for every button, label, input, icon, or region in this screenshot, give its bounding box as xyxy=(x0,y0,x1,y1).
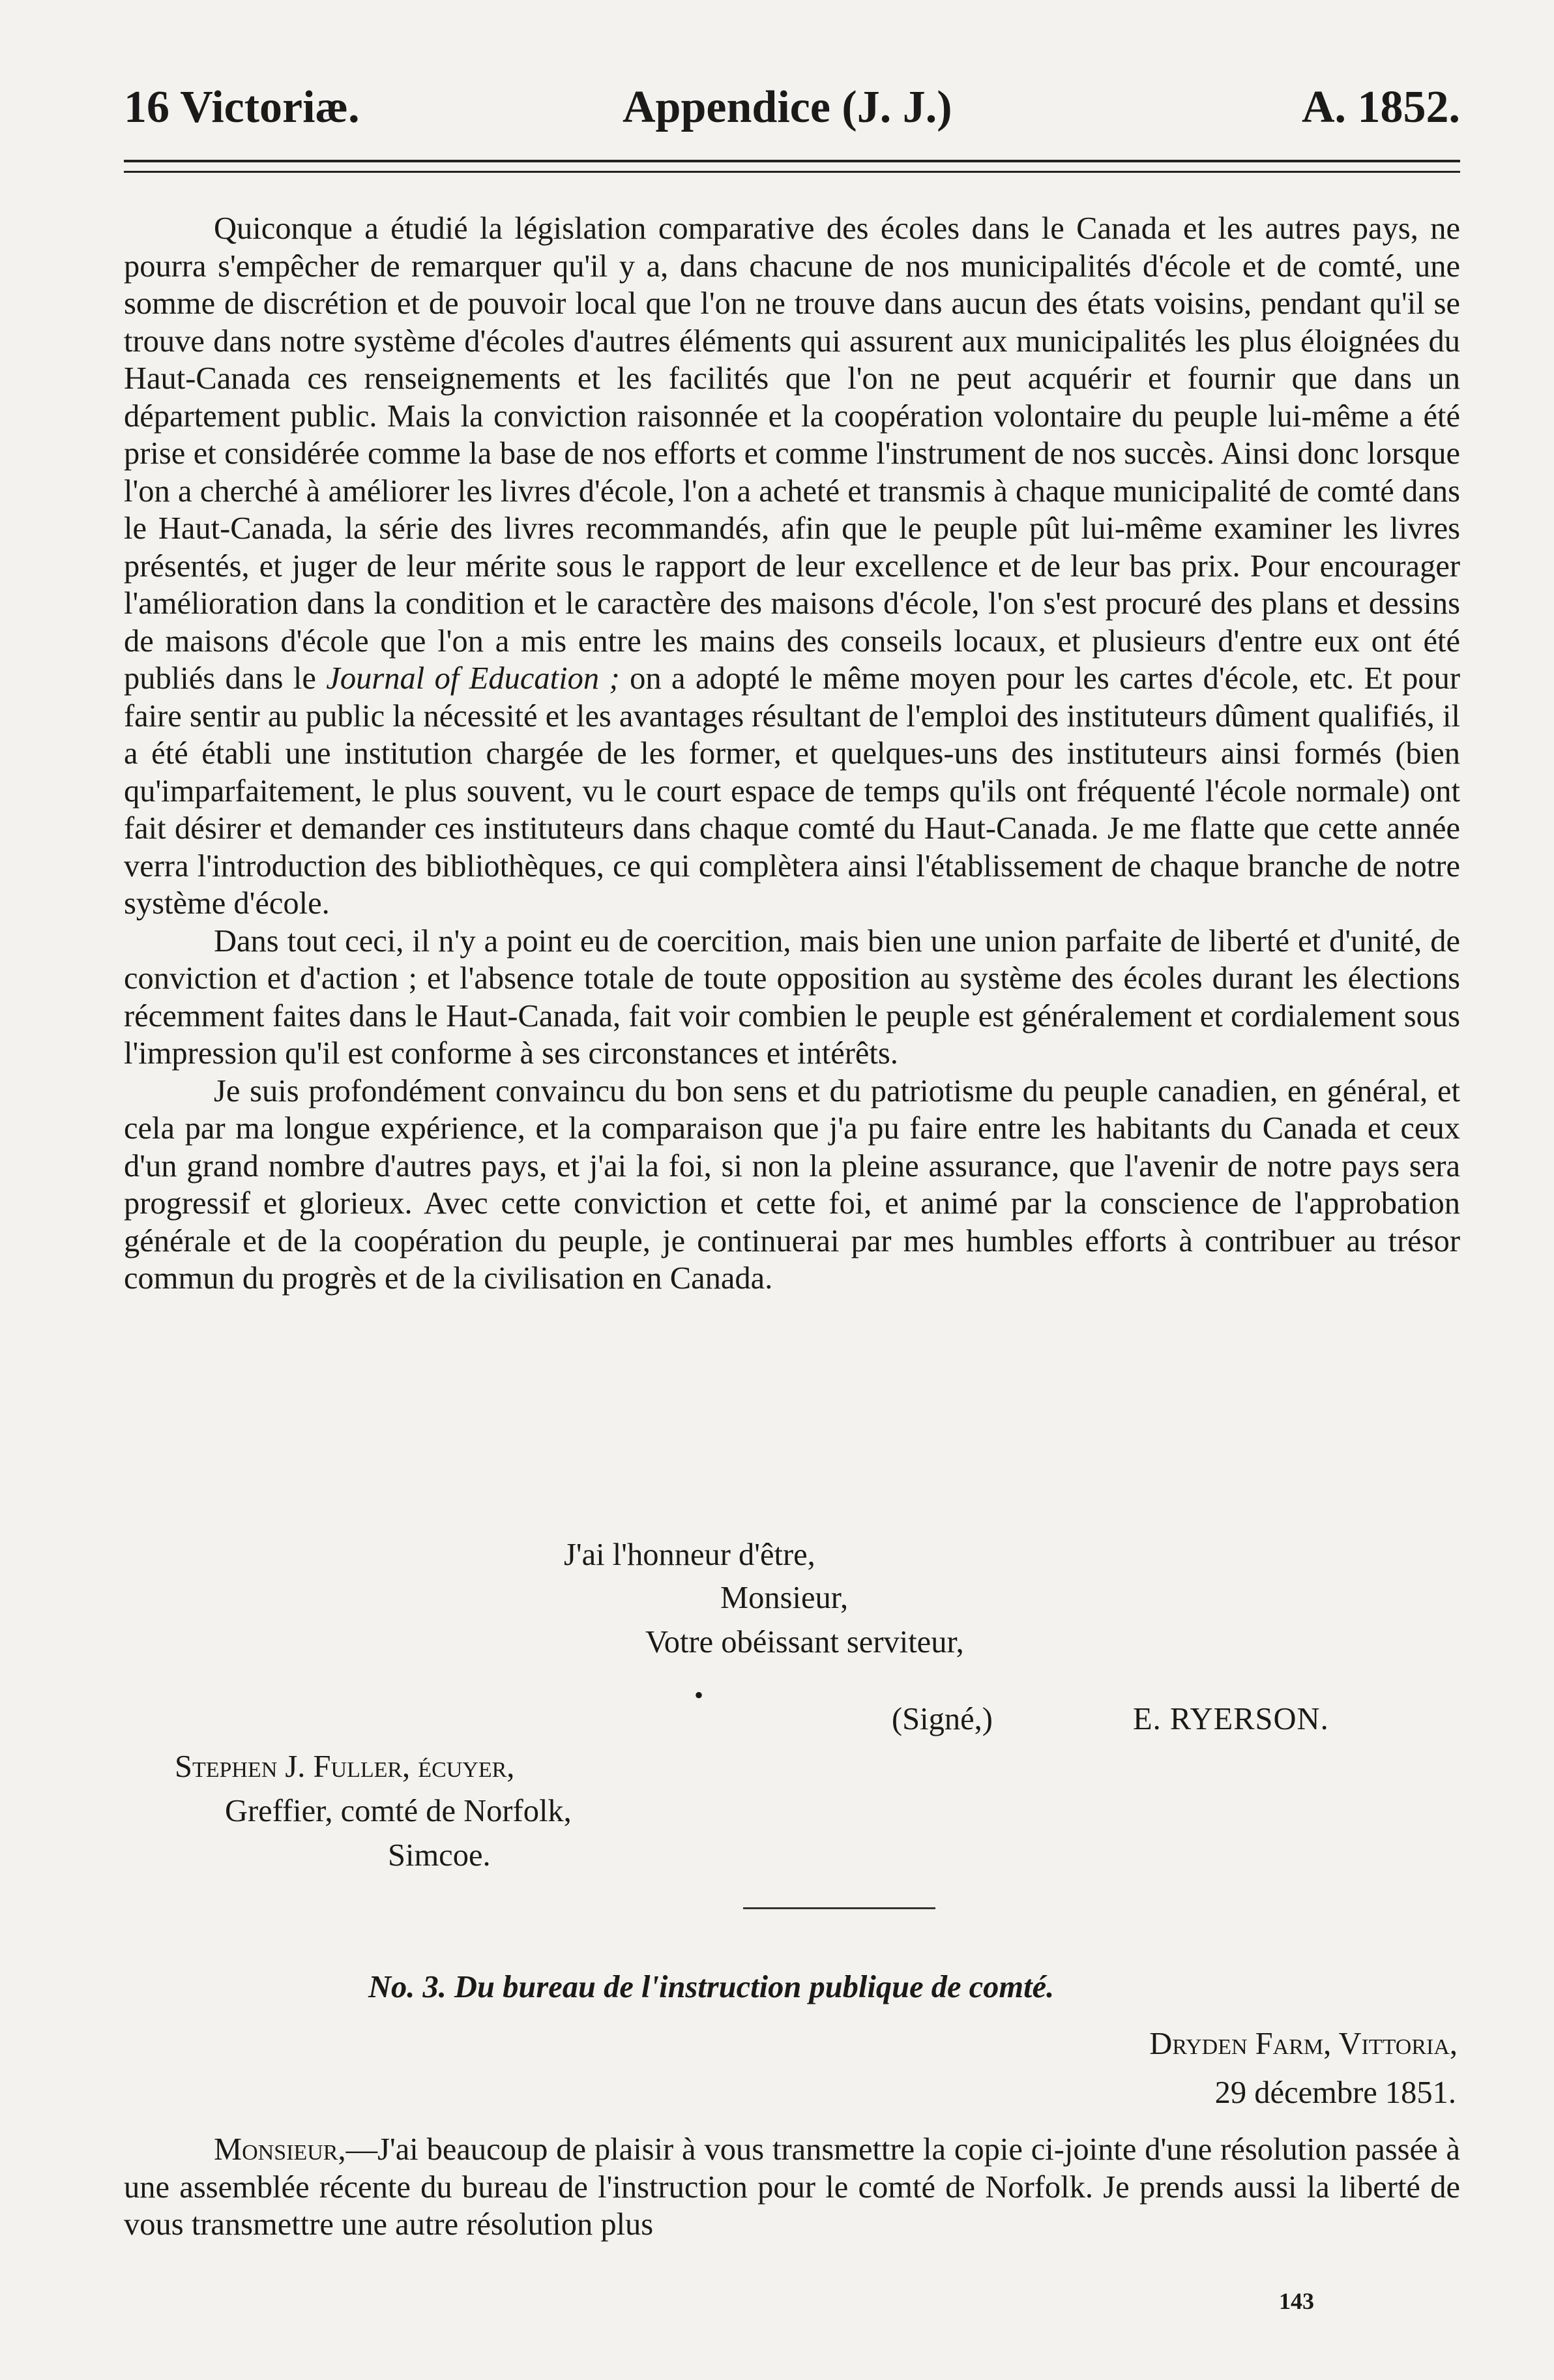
closing-line-serviteur: Votre obéissant serviteur, xyxy=(645,1625,964,1659)
paragraph-3: Je suis profondément convaincu du bon sens et du patriotisme du peuple canadien, en général, et cela par ma longue expérience, et la comparaison que j'a pu faire entre les habitants du Canada et ceux d'un grand nombre d'autres pays, et j'ai la foi, si non la pleine assurance, que l'avenir de notre pays sera progressif et glorieux. Avec cette conviction et cette foi, et animé par la conscience de l'approbation générale et de la coopération du peuple, je continuerai par mes humbles efforts à contribuer au trésor commun du progrès et de la civilisation en Canada. xyxy=(124,1073,1460,1296)
letter-text: —J'ai beaucoup de plaisir à vous transmettre la copie ci-jointe d'une résolution passée à une assemblée récente du bureau de l'instruction pour le comté de Norfolk. Je prends aussi la liberté de vous transmettre une autre résolution plus xyxy=(124,2132,1460,2242)
closing-line-monsieur: Monsieur, xyxy=(720,1581,849,1615)
addressee-name: Stephen J. Fuller, écuyer, xyxy=(175,1749,515,1784)
ink-mark: • xyxy=(694,1680,704,1710)
salutation: Monsieur, xyxy=(214,2132,346,2167)
header-appendix: Appendice (J. J.) xyxy=(623,82,952,132)
section-title: No. 3. Du bureau de l'instruction publique de comté. xyxy=(368,1970,1055,2004)
header-rule-bottom xyxy=(124,171,1460,173)
letter-place: Dryden Farm, Vittoria, xyxy=(1149,2027,1458,2061)
signed-label: (Signé,) xyxy=(892,1702,993,1736)
paragraph-1-part-b: on a adopté le même moyen pour les cartes d'école, etc. Et pour faire sentir au public la nécessité et les avantages résultant de l'emploi des instituteurs dûment qualifiés, il a été établi une institution chargée de les former, et quelques-uns des instituteurs ainsi formés (bien qu'imparfaitement, le plus souvent, vu le court espace de temps qu'ils ont fréquenté l'école normale) ont fait désirer et demander ces instituteurs dans chaque comté du Haut-Canada. Je me flatte que cette année verra l'introduction des bibliothèques, ce qui complètera ainsi l'établissement de chaque branche de notre système d'école. xyxy=(124,661,1460,921)
header-rule-top xyxy=(124,160,1460,162)
page-number: 143 xyxy=(1279,2288,1314,2314)
section-divider xyxy=(743,1907,935,1909)
addressee-place: Simcoe. xyxy=(388,1838,491,1873)
running-header xyxy=(124,72,1460,143)
journal-title: Journal of Education ; xyxy=(326,661,620,696)
addressee-title: Greffier, comté de Norfolk, xyxy=(225,1794,572,1828)
letter-paragraph xyxy=(124,2131,1460,2244)
closing-line-honneur: J'ai l'honneur d'être, xyxy=(564,1538,815,1572)
paragraph-2: Dans tout ceci, il n'y a point eu de coercition, mais bien une union parfaite de liberté et d'unité, de conviction et d'action ; et l'absence totale de toute opposition au système des écoles durant les élections récemment faites dans le Haut-Canada, fait voir combien le peuple est généralement et cordialement sous l'impression qu'il est conforme à ses circonstances et intérêts. xyxy=(124,923,1460,1071)
letter-date: 29 décembre 1851. xyxy=(1214,2075,1456,2110)
letter-body xyxy=(124,2131,1460,2244)
paragraph-1-part-a: Quiconque a étudié la législation comparative des écoles dans le Canada et les autres pays, ne pourra s'empêcher de remarquer qu'il y a, dans chacune de nos municipalités d'école et de comté, une somme de discrétion et de pouvoir local que l'on ne trouve dans aucun des états voisins, pendant qu'il se trouve dans notre système d'écoles d'autres éléments qui assurent aux municipalités les plus éloignées du Haut-Canada ces renseignements et les facilités que l'on ne peut acquérir et fournir que dans un département public. Mais la conviction raisonnée et la coopération volontaire du peuple lui-même a été prise et considérée comme la base de nos efforts et comme l'instrument de nos succès. Ainsi donc lorsque l'on a cherché à améliorer les livres d'école, l'on a acheté et transmis à chaque municipalité de comté dans le Haut-Canada, la série des livres recommandés, afin que le peuple pût lui-même examiner les livres présentés, et juger de leur mérite sous le rapport de leur excellence et de leur bas prix. Pour encourager l'amélioration dans la condition et le caractère des maisons d'école, l'on s'est procuré des plans et dessins de maisons d'école que l'on a mis entre les mains des conseils locaux, et plusieurs d'entre eux ont été publiés dans le xyxy=(124,211,1460,696)
body-text xyxy=(124,210,1460,1298)
signature-name: E. RYERSON. xyxy=(1133,1702,1329,1736)
header-year: A. 1852. xyxy=(1301,82,1460,132)
header-session: 16 Victoriæ. xyxy=(124,82,360,132)
paragraph-1 xyxy=(124,210,1460,923)
